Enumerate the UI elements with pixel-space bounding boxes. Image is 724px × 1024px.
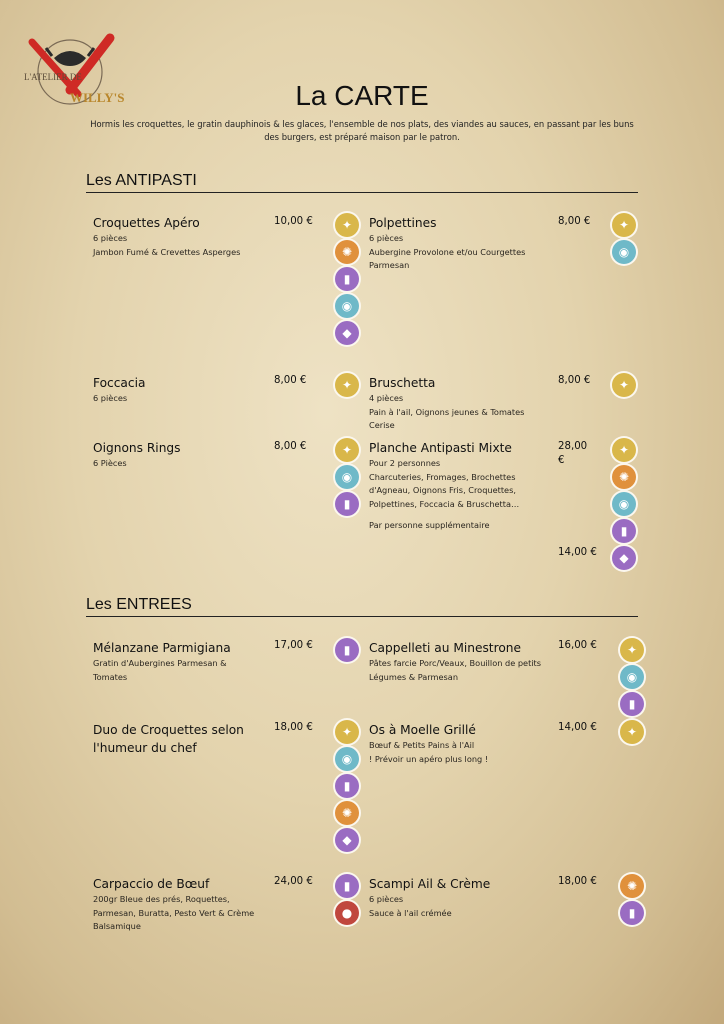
allergen-icons bbox=[335, 874, 361, 928]
crab-icon: ✺ bbox=[335, 801, 359, 825]
wheat-icon: ✦ bbox=[335, 373, 359, 397]
allergen-icons bbox=[620, 638, 646, 719]
egg-icon: ◆ bbox=[335, 321, 359, 345]
item-name: Polpettines bbox=[369, 216, 437, 230]
allergen-icons bbox=[335, 638, 361, 665]
menu-item bbox=[369, 374, 549, 433]
section-divider bbox=[86, 192, 638, 193]
item-description: 6 pièces bbox=[93, 393, 128, 403]
allergen-icons bbox=[335, 373, 361, 400]
crab-icon: ✺ bbox=[612, 465, 636, 489]
item-name: Mélanzane Parmigiana bbox=[93, 641, 231, 655]
wheat-icon: ✦ bbox=[620, 720, 644, 744]
menu-item bbox=[369, 875, 549, 920]
item-description: Pain à l'ail, Oignons jeunes & Tomates Cerise bbox=[369, 406, 525, 430]
item-description: Pâtes farcie Porc/Veaux, Bouillon de petits Légumes & Parmesan bbox=[369, 658, 542, 682]
item-description: Charcuteries, Fromages, Brochettes d'Agneau, Oignons Fris, Croquettes, Polpettines, Foccacia & Bruschetta… bbox=[369, 471, 520, 509]
item-price: 8,00 € bbox=[274, 441, 307, 452]
wheat-icon: ✦ bbox=[335, 438, 359, 462]
item-description: ! Prévoir un apéro plus long ! bbox=[369, 753, 489, 764]
menu-item bbox=[93, 374, 268, 406]
item-description: Jambon Fumé & Crevettes Asperges bbox=[93, 246, 241, 257]
page-title: La CARTE bbox=[295, 80, 429, 111]
menu-item bbox=[369, 721, 549, 766]
nut-icon: ● bbox=[335, 901, 359, 925]
milk-icon: ▮ bbox=[335, 638, 359, 662]
wheat-icon: ✦ bbox=[335, 213, 359, 237]
fish-icon: ◉ bbox=[335, 294, 359, 318]
svg-text:L'ATELIER DE: L'ATELIER DE bbox=[24, 72, 82, 82]
item-description: 6 pièces bbox=[369, 894, 404, 904]
item-description: 6 pièces bbox=[369, 233, 404, 243]
item-name: Scampi Ail & Crème bbox=[369, 877, 491, 891]
item-description: 200gr Bleue des prés, Roquettes, Parmesan, Buratta, Pesto Vert & Crème Balsamique bbox=[93, 894, 255, 931]
item-price: 14,00 € bbox=[558, 722, 597, 733]
item-description: 4 pièces bbox=[369, 393, 404, 403]
wheat-icon: ✦ bbox=[335, 720, 359, 744]
svg-text:WILLY'S: WILLY'S bbox=[70, 90, 125, 105]
item-name: Os à Moelle Grillé bbox=[369, 723, 476, 737]
item-price: 8,00 € bbox=[274, 375, 307, 386]
menu-item bbox=[369, 639, 549, 684]
allergen-icons bbox=[620, 874, 646, 928]
item-price: 8,00 € bbox=[558, 216, 591, 227]
menu-item bbox=[369, 214, 549, 273]
wheat-icon: ✦ bbox=[612, 373, 636, 397]
item-price: 24,00 € bbox=[274, 876, 313, 887]
crab-icon: ✺ bbox=[335, 240, 359, 264]
item-name: Carpaccio de Bœuf bbox=[93, 877, 210, 891]
item-name: Duo de Croquettes selon l'humeur du chef bbox=[93, 723, 244, 755]
egg-icon: ◆ bbox=[335, 828, 359, 852]
section-title-antipasti: Les ANTIPASTI bbox=[86, 172, 197, 189]
milk-icon: ▮ bbox=[612, 519, 636, 543]
item-price: 18,00 € bbox=[274, 722, 313, 733]
allergen-icons bbox=[612, 438, 638, 573]
milk-icon: ▮ bbox=[620, 901, 644, 925]
item-description: 6 pièces bbox=[93, 233, 128, 243]
item-description: Sauce à l'ail crémée bbox=[369, 907, 452, 918]
fish-icon: ◉ bbox=[612, 240, 636, 264]
milk-icon: ▮ bbox=[620, 692, 644, 716]
item-price: 16,00 € bbox=[558, 640, 597, 651]
item-price: 10,00 € bbox=[274, 216, 313, 227]
item-name: Bruschetta bbox=[369, 376, 436, 390]
item-price: 18,00 € bbox=[558, 876, 597, 887]
fish-icon: ◉ bbox=[335, 465, 359, 489]
menu-item bbox=[93, 439, 268, 471]
crab-icon: ✺ bbox=[620, 874, 644, 898]
item-description: Par personne supplémentaire bbox=[369, 520, 490, 530]
milk-icon: ▮ bbox=[335, 874, 359, 898]
allergen-icons bbox=[335, 720, 361, 855]
milk-icon: ▮ bbox=[335, 774, 359, 798]
menu-item bbox=[93, 721, 263, 757]
item-name: Planche Antipasti Mixte bbox=[369, 441, 512, 455]
wheat-icon: ✦ bbox=[612, 438, 636, 462]
fish-icon: ◉ bbox=[335, 747, 359, 771]
item-price: 28,00 € bbox=[558, 441, 588, 466]
item-description: Bœuf & Petits Pains à l'Ail bbox=[369, 740, 475, 750]
item-name: Cappelleti au Minestrone bbox=[369, 641, 521, 655]
milk-icon: ▮ bbox=[335, 492, 359, 516]
menu-item bbox=[93, 639, 263, 684]
item-description: 6 Pièces bbox=[93, 458, 127, 468]
section-divider bbox=[86, 616, 638, 617]
allergen-icons bbox=[612, 213, 638, 267]
fish-icon: ◉ bbox=[620, 665, 644, 689]
item-price: 17,00 € bbox=[274, 640, 313, 651]
item-description: Gratin d'Aubergines Parmesan & Tomates bbox=[93, 658, 227, 682]
menu-item bbox=[93, 875, 263, 934]
wheat-icon: ✦ bbox=[620, 638, 644, 662]
allergen-icons bbox=[620, 720, 646, 747]
item-name: Foccacia bbox=[93, 376, 146, 390]
egg-icon: ◆ bbox=[612, 546, 636, 570]
item-name: Croquettes Apéro bbox=[93, 216, 200, 230]
intro-text: Hormis les croquettes, le gratin dauphinois & les glaces, l'ensemble de nos plats, des viandes au sauces, en passant par les buns des burgers, est préparé maison par le patron. bbox=[90, 119, 634, 142]
allergen-icons bbox=[335, 213, 361, 348]
item-description: Aubergine Provolone et/ou Courgettes Parmesan bbox=[369, 246, 526, 270]
item-name: Oignons Rings bbox=[93, 441, 181, 455]
fish-icon: ◉ bbox=[612, 492, 636, 516]
item-price-extra: 14,00 € bbox=[558, 547, 597, 558]
wheat-icon: ✦ bbox=[612, 213, 636, 237]
allergen-icons bbox=[612, 373, 638, 400]
menu-item bbox=[369, 439, 549, 533]
item-price: 8,00 € bbox=[558, 375, 591, 386]
menu-item bbox=[93, 214, 268, 259]
item-description: Pour 2 personnes bbox=[369, 458, 441, 468]
allergen-icons bbox=[335, 438, 361, 519]
milk-icon: ▮ bbox=[335, 267, 359, 291]
section-title-entrees: Les ENTREES bbox=[86, 596, 192, 613]
